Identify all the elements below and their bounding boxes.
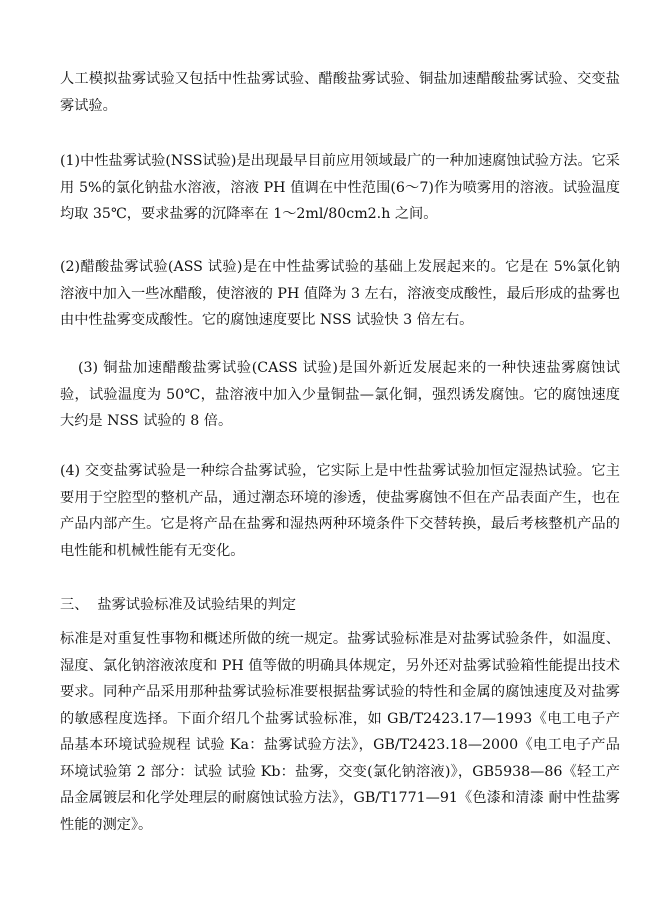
cyclic-paragraph: (4) 交变盐雾试验是一种综合盐雾试验，它实际上是中性盐雾试验加恒定湿热试验。它主要用于空腔型的整机产品，通过潮态环境的渗透，使盐雾腐蚀不但在产品表面产生，也在产品内部产生。它是将产品在盐雾和湿热两种环境条件下交替转换，最后考核整机产品的电性能和机械性能有无变化。 <box>60 463 620 559</box>
standards-paragraph: 标准是对重复性事物和概述所做的统一规定。盐雾试验标准是对盐雾试验条件，如温度、湿度、氯化钠溶液浓度和 PH 值等做的明确具体规定，另外还对盐雾试验箱性能提出技术要求。同种产品采用那种盐雾试验标准要根据盐雾试验的特性和金属的腐蚀速度及对盐雾的敏感程度选择。下面介绍几个盐雾试验标准，如 GB/T2423.17—1993《电工电子产品基本环境试验规程 试验 Ka：盐雾试验方法》，GB/T2423.18—2000《电工电子产品环境试验第 2 部分：试验 试验 Kb：盐雾，交变(氯化钠溶液)》，GB5938—86《轻工产品金属镀层和化学处理层的耐腐蚀试验方法》，GB/T1771—91《色漆和清漆 耐中性盐雾性能的测定》。 <box>60 631 620 833</box>
intro-paragraph: 人工模拟盐雾试验又包括中性盐雾试验、醋酸盐雾试验、铜盐加速醋酸盐雾试验、交变盐雾试验。 <box>60 71 620 114</box>
section-heading: 三、 盐雾试验标准及试验结果的判定 <box>60 597 297 613</box>
nss-paragraph: (1)中性盐雾试验(NSS试验)是出现最早目前应用领域最广的一种加速腐蚀试验方法。它采用 5%的氯化钠盐水溶液，溶液 PH 值调在中性范围(6～7)作为喷雾用的溶液。试验温度均取 35℃，要求盐雾的沉降率在 1～2ml/80cm2.h 之间。 <box>60 153 620 222</box>
cass-paragraph: (3) 铜盐加速醋酸盐雾试验(CASS 试验)是国外新近发展起来的一种快速盐雾腐蚀试验，试验温度为 50℃，盐溶液中加入少量铜盐—氯化铜，强烈诱发腐蚀。它的腐蚀速度大约是 NSS 试验的 8 倍。 <box>60 360 620 429</box>
ass-paragraph: (2)醋酸盐雾试验(ASS 试验)是在中性盐雾试验的基础上发展起来的。它是在 5%氯化钠溶液中加入一些冰醋酸，使溶液的 PH 值降为 3 左右，溶液变成酸性，最后形成的盐雾也由中性盐雾变成酸性。它的腐蚀速度要比 NSS 试验快 3 倍左右。 <box>60 259 620 328</box>
